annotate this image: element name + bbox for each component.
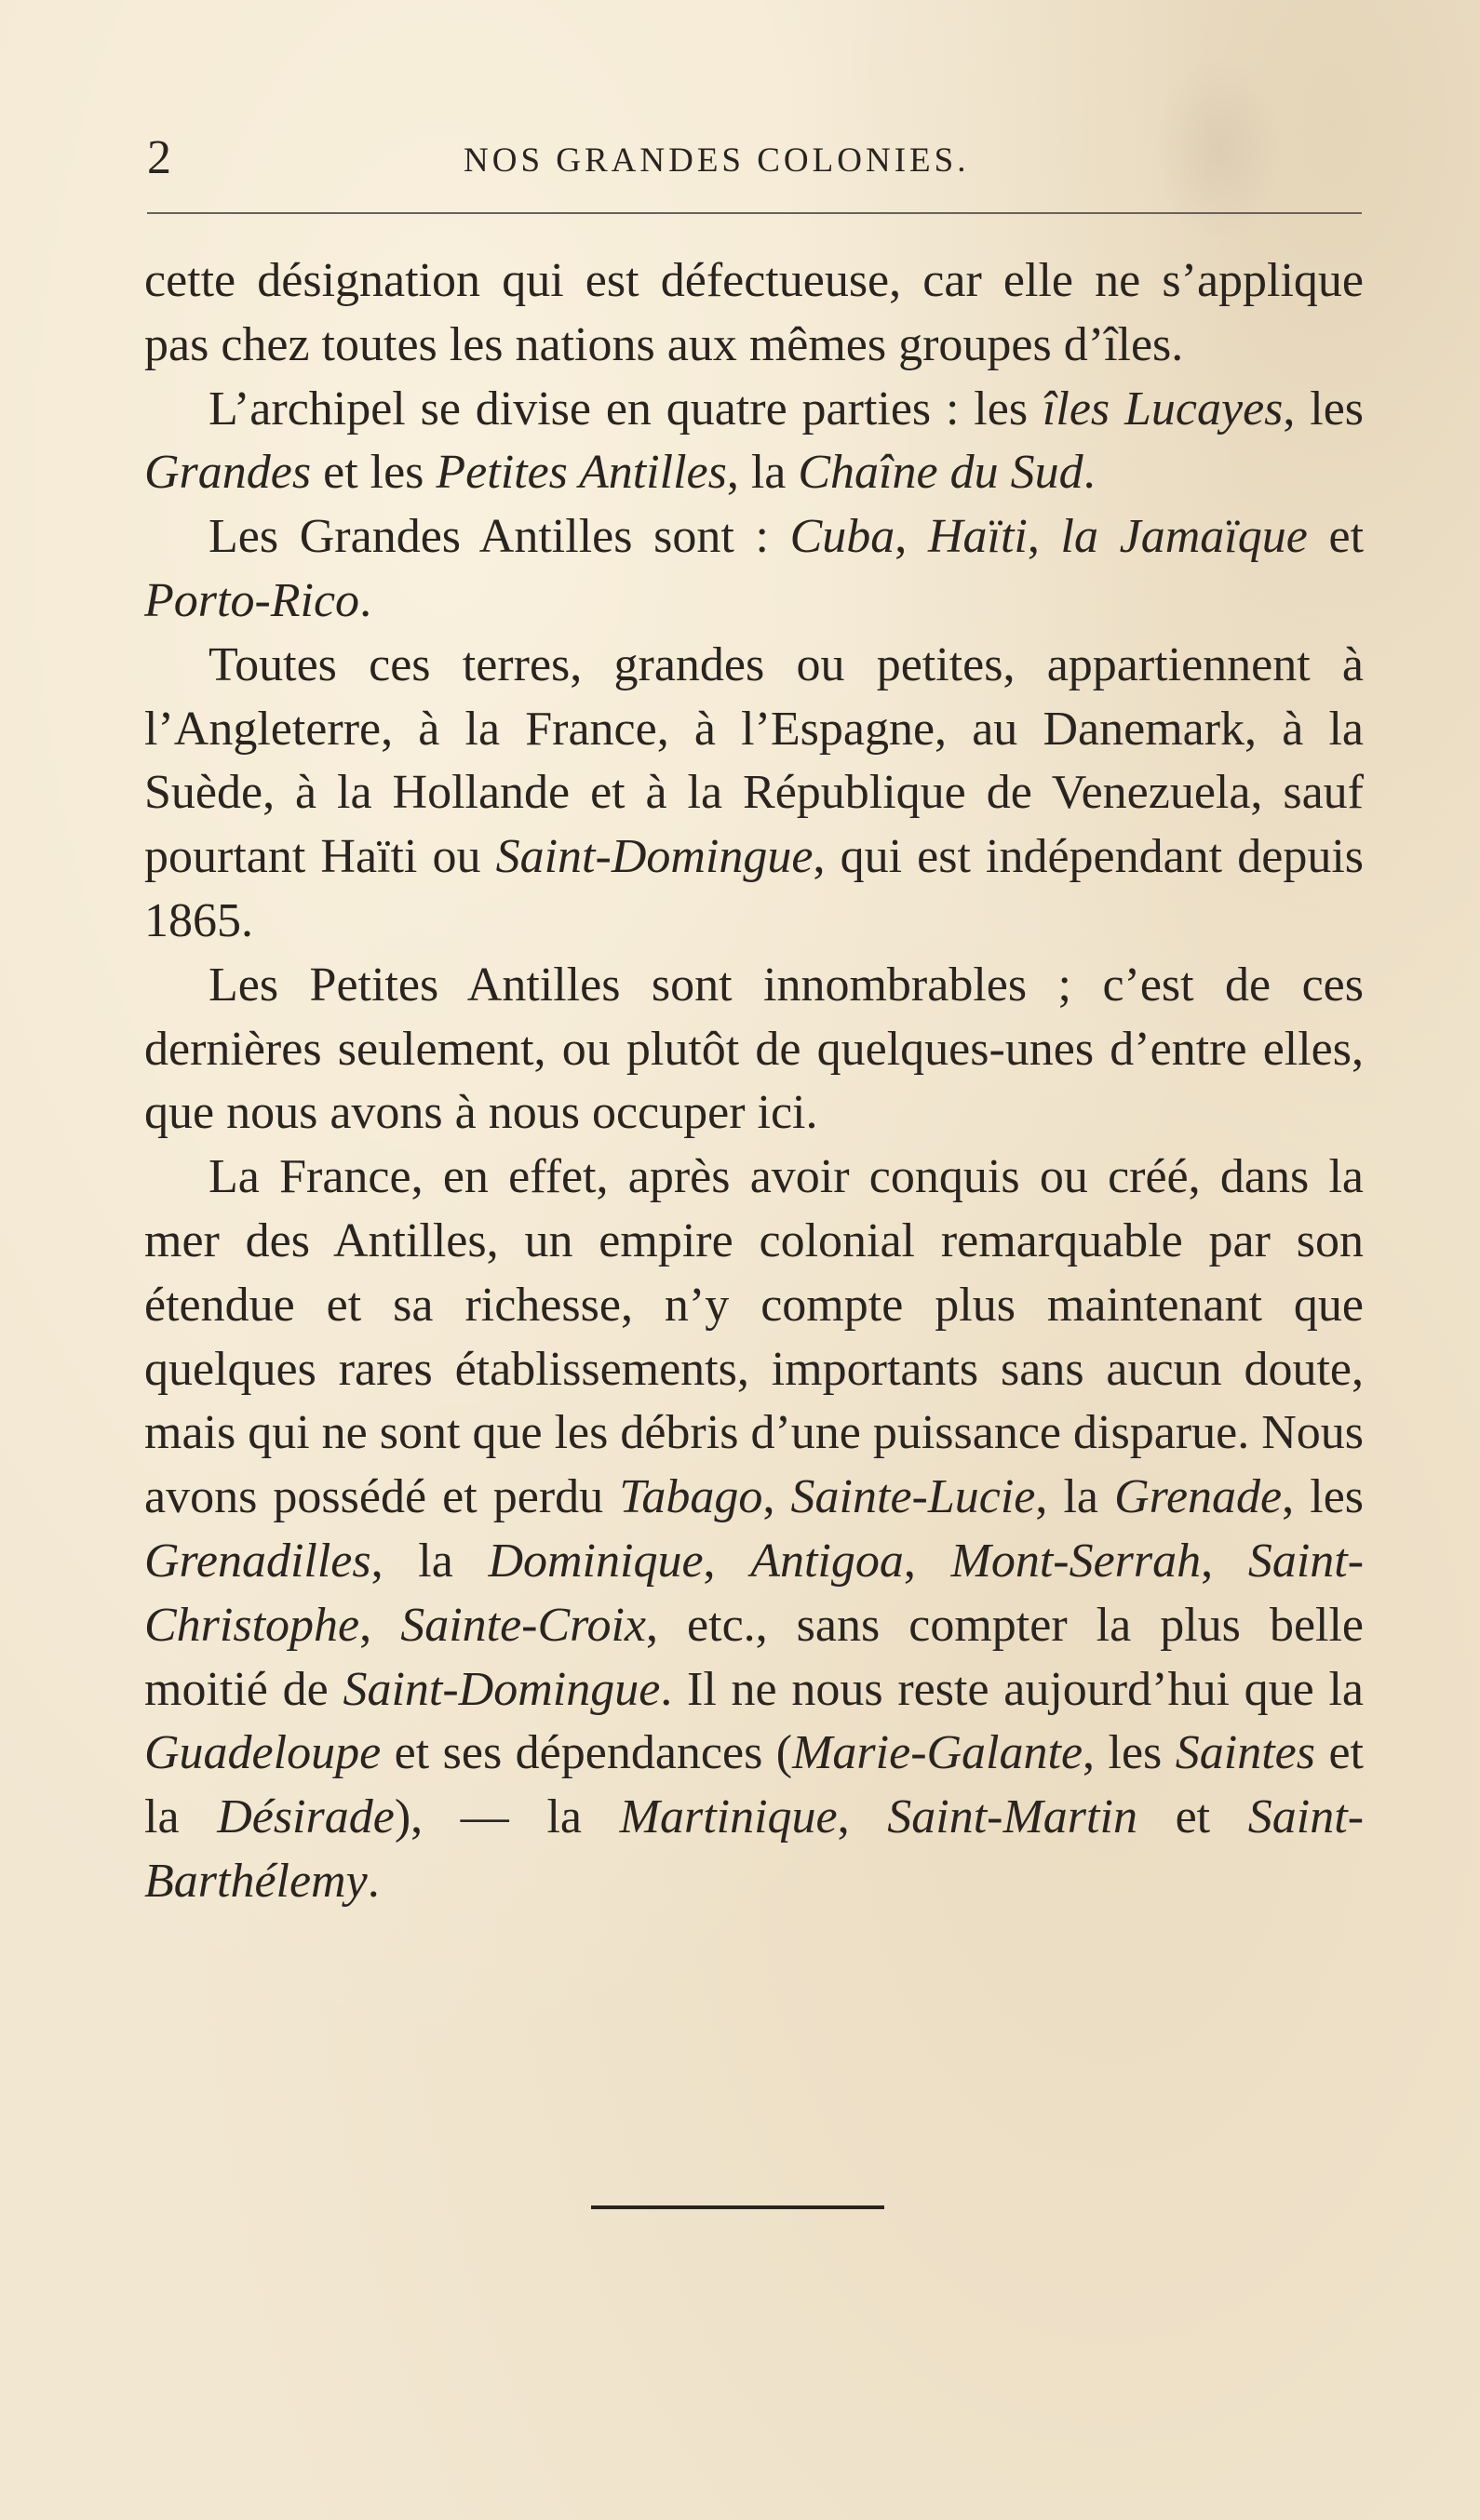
paragraph-5: Les Petites Antilles sont innombrables ; c’est de ces dernières seulement, ou plutôt de quelques-unes d’entre elles, que nous avons à nous occuper ici.	[144, 958, 1364, 1140]
paragraph-3: Les Grandes Antilles sont : Cuba, Haïti, la Jamaïque et Porto-Rico.	[144, 510, 1365, 627]
running-head	[147, 130, 1357, 186]
running-title: NOS GRANDES COLONIES.	[464, 141, 970, 180]
paragraph-6: La France, en effet, après avoir conquis ou créé, dans la mer des Antilles, un empire colonial remarquable par son étendue et sa richesse, n’y compte plus maintenant que quelques rares établissements, importants sans aucun doute, mais qui ne sont que les débris d’une puissance disparue. Nous avons possédé et perdu Tabago, Sainte-Lucie, la Grenade, les Grenadilles, la Dominique, Antigoa, Mont-Serrah, Saint-Christophe, Sainte-Croix, etc., sans compter la plus belle moitié de Saint-Domingue. Il ne nous reste aujourd’hui que la Guadeloupe et ses dépendances (Marie-Galante, les Saintes et la Désirade), — la Martinique, Saint-Martin et Saint-Barthélemy.	[144, 1150, 1365, 1908]
body-text	[144, 249, 1364, 1914]
page-number: 2	[147, 131, 171, 184]
paragraph-2: L’archipel se divise en quatre parties : les îles Lucayes, les Grandes et les Petites Antilles, la Chaîne du Sud.	[144, 382, 1365, 500]
header-rule	[147, 212, 1362, 214]
paragraph-4: Toutes ces terres, grandes ou petites, appartiennent à l’Angleterre, à la France, à l’Espagne, au Danemark, à la Suède, à la Hollande et à la République de Venezuela, sauf pourtant Haïti ou Saint-Domingue, qui est indépendant depuis 1865.	[144, 637, 1365, 947]
end-rule	[591, 2205, 884, 2209]
paragraph-1: cette désignation qui est défectueuse, car elle ne s’applique pas chez toutes les nations aux mêmes groupes d’îles.	[144, 254, 1364, 371]
